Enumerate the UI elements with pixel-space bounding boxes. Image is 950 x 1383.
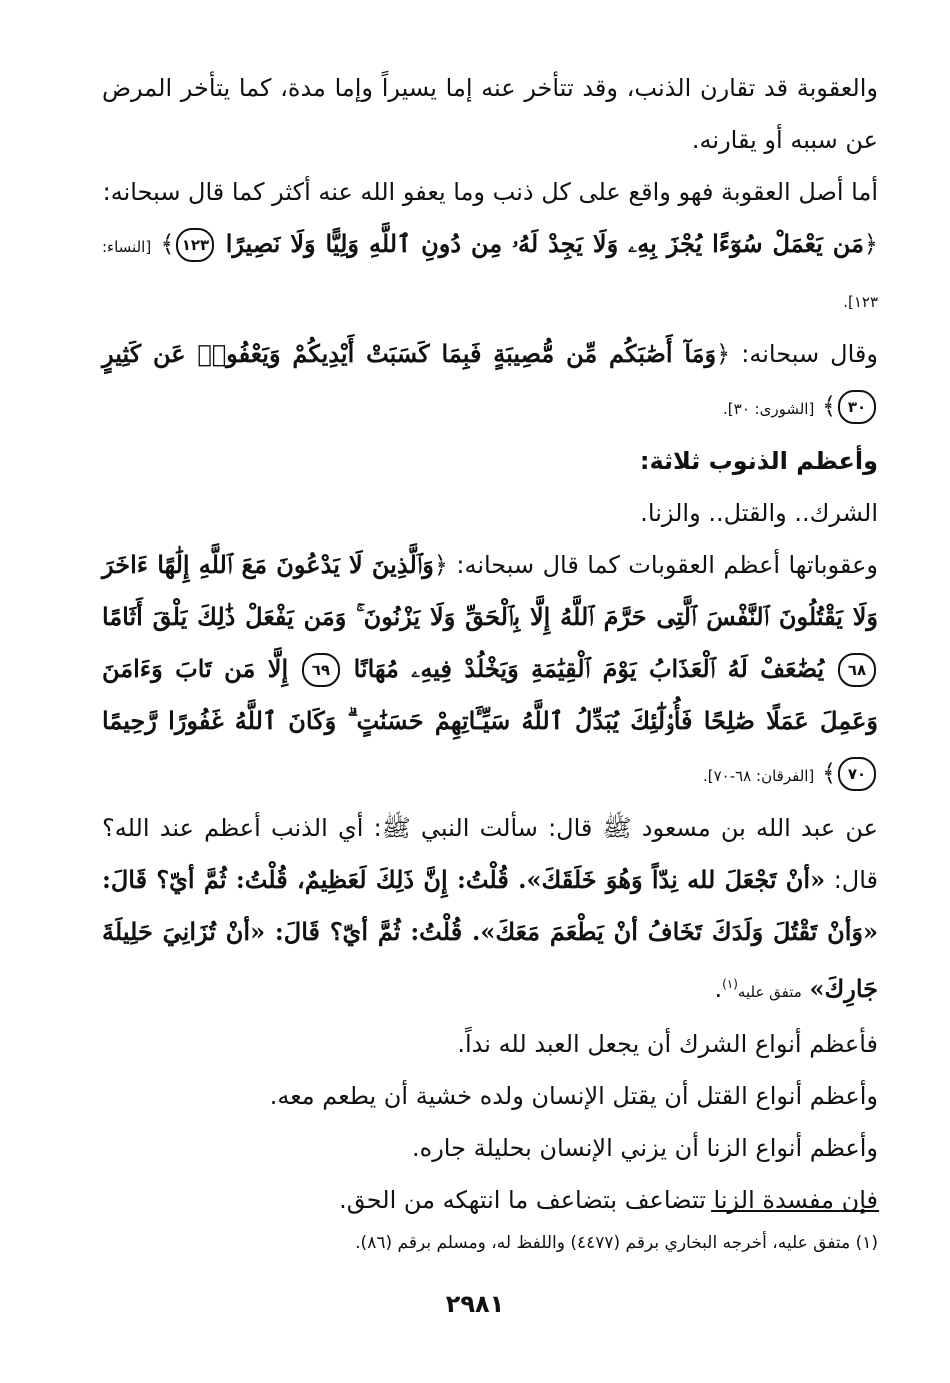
paragraph-text: أما أصل العقوبة فهو واقع على كل ذنب وما يعفو الله عنه أكثر كما قال سبحانه:	[102, 178, 878, 206]
quote-open-ornament: ﴿	[863, 230, 878, 258]
quran-verse	[102, 218, 878, 328]
verse-reference: [النساء: ١٢٣].	[102, 238, 878, 311]
quote-open-ornament: ﴿	[716, 340, 731, 368]
paragraph-text: فإن مفسدة الزنا تتضاعف بتضاعف ما انتهكه من الحق.	[339, 1186, 878, 1214]
paragraph	[102, 487, 878, 539]
verse-text: وَمَآ أَصَٰبَكُم مِّن مُّصِيبَةٍ فَبِمَا كَسَبَتْ أَيْدِيكُمْ وَيَعْفُوا۟ عَن كَثِيرٍ	[102, 339, 717, 368]
paragraph-text: وأعظم أنواع القتل أن يقتل الإنسان ولده خشية أن يطعم معه.	[269, 1082, 878, 1110]
paragraph	[102, 1122, 878, 1174]
paragraph-text: عن عبد الله بن مسعود ﷺ قال: سألت النبي ﷺ: أي الذنب أعظم عند الله؟ قال:	[102, 814, 878, 894]
paragraph	[102, 1174, 878, 1226]
paragraph	[102, 62, 878, 166]
ayah-number: ٦٨	[838, 653, 876, 687]
ayah-number: ١٢٣	[176, 228, 214, 262]
hadith-reference: متفق عليه	[737, 983, 802, 1001]
quote-open-ornament: ﴿	[433, 551, 448, 579]
quote-close-ornament: ﴾	[821, 759, 836, 787]
verse-text: وَٱلَّذِينَ لَا يَدْعُونَ مَعَ ٱللَّهِ إِلَٰهًا ءَاخَرَ وَلَا يَقْتُلُونَ ٱلنَّفْسَ ٱلَّتِى حَرَّمَ ٱللَّهُ إِلَّا بِٱلْحَقِّ وَلَا يَزْنُونَ ۚ وَمَن يَفْعَلْ ذَٰلِكَ يَلْقَ أَثَامًا	[102, 550, 878, 631]
paragraph	[102, 1070, 878, 1122]
main-text	[102, 62, 878, 1226]
paragraph-text: الشرك.. والقتل.. والزنا.	[640, 499, 878, 527]
page-number: ٢٩٨١	[445, 1290, 505, 1318]
verse-text: يُضَٰعَفْ لَهُ ٱلْعَذَابُ يَوْمَ ٱلْقِيَٰمَةِ وَيَخْلُدْ فِيهِۦ مُهَانًا	[353, 654, 825, 683]
footnote: (١) متفق عليه، أخرجه البخاري برقم (٤٤٧٧) واللفظ له، ومسلم برقم (٨٦).	[355, 1233, 878, 1253]
paragraph	[102, 1018, 878, 1070]
hadith: عن عبد الله بن مسعود ﷺ قال: سألت النبي ﷺ: أي الذنب أعظم عند الله؟ قال: «أنْ تَجْعَلَ لله نِدّاً وَهُوَ خَلَقَكَ». قُلْتُ: إِنَّ ذَلِكَ لَعَظِيمٌ، قُلْتُ: ثُمَّ أيّ؟ قَالَ: «وَأنْ تَقْتُلَ وَلَدَكَ تَخَافُ أنْ يَطْعَمَ مَعَكَ». قُلْتُ: ثُمَّ أيّ؟ قَالَ: «أنْ تُزَانِيَ حَلِيلَةَ جَارِكَ» متفق عليه$^{(١)}$.	[102, 814, 878, 1003]
hadith-text: «أنْ تَجْعَلَ لله نِدّاً وَهُوَ خَلَقَكَ». قُلْتُ: إِنَّ ذَلِكَ لَعَظِيمٌ، قُلْتُ: ثُمَّ أيّ؟ قَالَ: «وَأنْ تَقْتُلَ وَلَدَكَ تَخَافُ أنْ يَطْعَمَ مَعَكَ». قُلْتُ: ثُمَّ أيّ؟ قَالَ: «أنْ تُزَانِيَ حَلِيلَةَ جَارِكَ»	[102, 865, 878, 1003]
verse-reference: [الفرقان: ٦٨-٧٠].	[702, 767, 815, 785]
verse-text: إِلَّا مَن تَابَ وَءَامَنَ وَعَمِلَ عَمَلًا صَٰلِحًا فَأُو۟لَٰٓئِكَ يُبَدِّلُ ٱللَّهُ سَيِّـَٔاتِهِمْ حَسَنَٰتٍ ۗ وَكَانَ ٱللَّهُ غَفُورًا رَّحِيمًا	[102, 654, 878, 735]
footnote-divider	[711, 1210, 879, 1212]
quran-verse	[102, 328, 878, 435]
ayah-number: ٧٠	[838, 757, 876, 791]
quran-verse	[102, 539, 878, 802]
ayah-number: ٦٩	[302, 653, 340, 687]
verse-reference: [الشورى: ٣٠].	[723, 400, 815, 418]
section-heading	[102, 435, 878, 487]
paragraph	[102, 166, 878, 218]
paragraph-text: وأعظم أنواع الزنا أن يزني الإنسان بحليلة جاره.	[412, 1134, 878, 1162]
footnote-marker: (١)	[722, 977, 738, 991]
paragraph-text: والعقوبة قد تقارن الذنب، وقد تتأخر عنه إما يسيراً وإما مدة، كما يتأخر المرض عن سببه أو يقارنه.	[102, 74, 878, 154]
paragraph-text: فأعظم أنواع الشرك أن يجعل العبد لله نداً.	[457, 1030, 878, 1058]
quote-close-ornament: ﴾	[160, 230, 175, 258]
paragraph-text: وعقوباتها أعظم العقوبات كما قال سبحانه:	[456, 551, 878, 579]
verse-text: مَن يَعْمَلْ سُوٓءًا يُجْزَ بِهِۦ وَلَا يَجِدْ لَهُۥ مِن دُونِ ٱللَّهِ وَلِيًّا وَلَا نَصِيرًا	[225, 229, 864, 258]
heading-text: وأعظم الذنوب ثلاثة:	[639, 447, 878, 475]
ayah-number: ٣٠	[838, 390, 876, 424]
paragraph-text: وقال سبحانه:	[741, 340, 878, 368]
quote-close-ornament: ﴾	[821, 392, 836, 420]
